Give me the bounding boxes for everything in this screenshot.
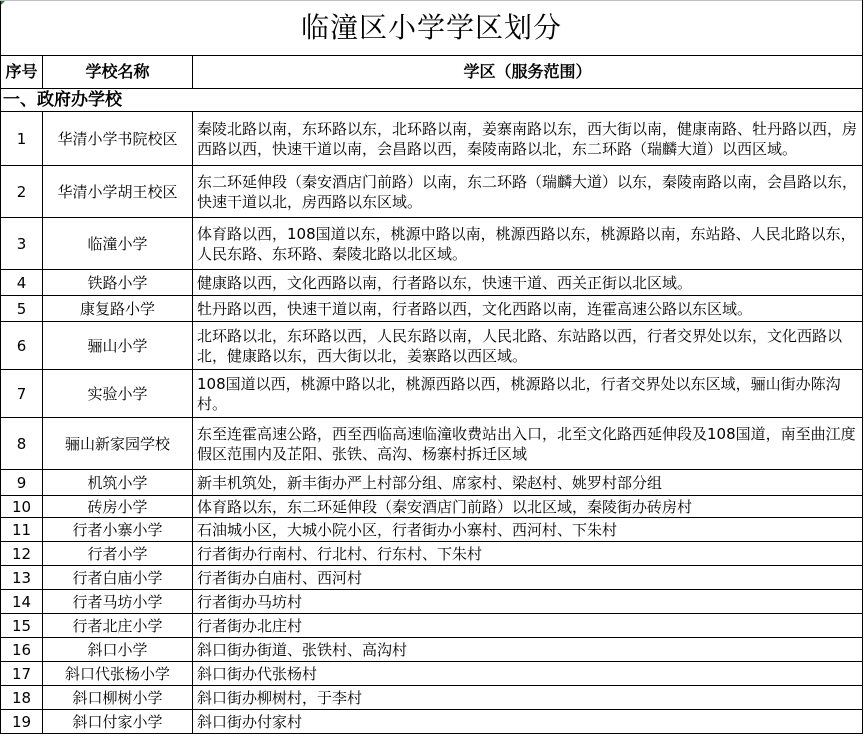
row-index[interactable]: 3 bbox=[1, 218, 43, 270]
service-area[interactable]: 斜口街办付家村 bbox=[193, 710, 863, 734]
school-name[interactable]: 斜口柳树小学 bbox=[43, 686, 193, 710]
header-row bbox=[1, 56, 863, 89]
row-index[interactable]: 16 bbox=[1, 638, 43, 662]
table-row bbox=[1, 542, 863, 566]
table-row bbox=[1, 166, 863, 218]
service-area[interactable]: 行者街办白庙村、西河村 bbox=[193, 566, 863, 590]
row-index[interactable]: 18 bbox=[1, 686, 43, 710]
page-title[interactable]: 临潼区小学学区划分 bbox=[1, 1, 863, 56]
section-title[interactable]: 一、政府办学校 bbox=[1, 89, 863, 112]
table-row bbox=[1, 518, 863, 542]
row-index[interactable]: 2 bbox=[1, 166, 43, 218]
table-row bbox=[1, 686, 863, 710]
service-area[interactable]: 体育路以东，东二环延伸段（秦安酒店门前路）以北区域，秦陵街办砖房村 bbox=[193, 496, 863, 518]
school-name[interactable]: 康复路小学 bbox=[43, 296, 193, 322]
service-area[interactable]: 健康路以西，文化西路以南，行者路以东，快速干道、西关正街以北区域。 bbox=[193, 270, 863, 296]
table-row bbox=[1, 710, 863, 734]
row-index[interactable]: 9 bbox=[1, 470, 43, 496]
row-index[interactable]: 6 bbox=[1, 322, 43, 370]
table-row bbox=[1, 638, 863, 662]
table-row bbox=[1, 322, 863, 370]
row-index[interactable]: 15 bbox=[1, 614, 43, 638]
service-area[interactable]: 新丰机筑处，新丰街办严上村部分组、席家村、梁赵村、姚罗村部分组 bbox=[193, 470, 863, 496]
school-name[interactable]: 行者小寨小学 bbox=[43, 518, 193, 542]
school-name[interactable]: 行者小学 bbox=[43, 542, 193, 566]
school-name[interactable]: 行者白庙小学 bbox=[43, 566, 193, 590]
table-row bbox=[1, 418, 863, 470]
school-name[interactable]: 砖房小学 bbox=[43, 496, 193, 518]
service-area[interactable]: 秦陵北路以南，东环路以东，北环路以南，姜寨南路以东，西大街以南，健康南路、牡丹路以西，房西路以西，快速干道以南，会昌路以西，秦陵南路以北，东二环路（瑞麟大道）以西区域。 bbox=[193, 112, 863, 166]
table-row bbox=[1, 218, 863, 270]
row-index[interactable]: 1 bbox=[1, 112, 43, 166]
school-name[interactable]: 斜口付家小学 bbox=[43, 710, 193, 734]
service-area[interactable]: 东二环延伸段（秦安酒店门前路）以南，东二环路（瑞麟大道）以东，秦陵南路以南，会昌路以东，快速干道以北，房西路以东区域。 bbox=[193, 166, 863, 218]
section-row bbox=[1, 89, 863, 112]
header-area[interactable]: 学区（服务范围） bbox=[193, 56, 863, 89]
row-index[interactable]: 14 bbox=[1, 590, 43, 614]
table-row bbox=[1, 370, 863, 418]
table-row bbox=[1, 496, 863, 518]
table-row bbox=[1, 614, 863, 638]
title-row bbox=[1, 1, 863, 56]
table-row bbox=[1, 470, 863, 496]
service-area[interactable]: 石油城小区，大城小院小区，行者街办小寨村、西河村、下朱村 bbox=[193, 518, 863, 542]
school-name[interactable]: 斜口小学 bbox=[43, 638, 193, 662]
school-name[interactable]: 行者马坊小学 bbox=[43, 590, 193, 614]
school-name[interactable]: 实验小学 bbox=[43, 370, 193, 418]
school-name[interactable]: 机筑小学 bbox=[43, 470, 193, 496]
service-area[interactable]: 斜口街办街道、张铁村、高沟村 bbox=[193, 638, 863, 662]
table-row bbox=[1, 662, 863, 686]
row-index[interactable]: 10 bbox=[1, 496, 43, 518]
school-name[interactable]: 铁路小学 bbox=[43, 270, 193, 296]
service-area[interactable]: 斜口街办代张杨村 bbox=[193, 662, 863, 686]
school-name[interactable]: 骊山小学 bbox=[43, 322, 193, 370]
school-name[interactable]: 华清小学胡王校区 bbox=[43, 166, 193, 218]
school-name[interactable]: 行者北庄小学 bbox=[43, 614, 193, 638]
service-area[interactable]: 牡丹路以西，快速干道以南，行者路以西，文化西路以南，连霍高速公路以东区域。 bbox=[193, 296, 863, 322]
service-area[interactable]: 行者街办马坊村 bbox=[193, 590, 863, 614]
header-school[interactable]: 学校名称 bbox=[43, 56, 193, 89]
row-index[interactable]: 8 bbox=[1, 418, 43, 470]
row-index[interactable]: 4 bbox=[1, 270, 43, 296]
row-index[interactable]: 17 bbox=[1, 662, 43, 686]
row-index[interactable]: 12 bbox=[1, 542, 43, 566]
service-area[interactable]: 东至连霍高速公路，西至西临高速临潼收费站出入口，北至文化路西延伸段及108国道，南至曲江度假区范围内及芷阳、张铁、高沟、杨寨村拆迁区域 bbox=[193, 418, 863, 470]
row-index[interactable]: 7 bbox=[1, 370, 43, 418]
table-row bbox=[1, 296, 863, 322]
header-index[interactable]: 序号 bbox=[1, 56, 43, 89]
table-row bbox=[1, 566, 863, 590]
school-name[interactable]: 斜口代张杨小学 bbox=[43, 662, 193, 686]
school-name[interactable]: 临潼小学 bbox=[43, 218, 193, 270]
service-area[interactable]: 108国道以西，桃源中路以北，桃源西路以西，桃源路以北，行者交界处以东区域，骊山街办陈沟村。 bbox=[193, 370, 863, 418]
service-area[interactable]: 体育路以西，108国道以东，桃源中路以南，桃源西路以东，桃源路以南，东站路、人民北路以东，人民东路、东环路、秦陵北路以北区域。 bbox=[193, 218, 863, 270]
school-name[interactable]: 华清小学书院校区 bbox=[43, 112, 193, 166]
row-index[interactable]: 13 bbox=[1, 566, 43, 590]
service-area[interactable]: 北环路以北，东环路以西，人民东路以南，人民北路、东站路以西，行者交界处以东，文化西路以北，健康路以东，西大街以北，姜寨路以西区域。 bbox=[193, 322, 863, 370]
table-row bbox=[1, 112, 863, 166]
row-index[interactable]: 11 bbox=[1, 518, 43, 542]
table-row bbox=[1, 590, 863, 614]
row-index[interactable]: 5 bbox=[1, 296, 43, 322]
service-area[interactable]: 行者街办行南村、行北村、行东村、下朱村 bbox=[193, 542, 863, 566]
row-index[interactable]: 19 bbox=[1, 710, 43, 734]
service-area[interactable]: 斜口街办柳树村，于李村 bbox=[193, 686, 863, 710]
table-row bbox=[1, 270, 863, 296]
school-name[interactable]: 骊山新家园学校 bbox=[43, 418, 193, 470]
service-area[interactable]: 行者街办北庄村 bbox=[193, 614, 863, 638]
